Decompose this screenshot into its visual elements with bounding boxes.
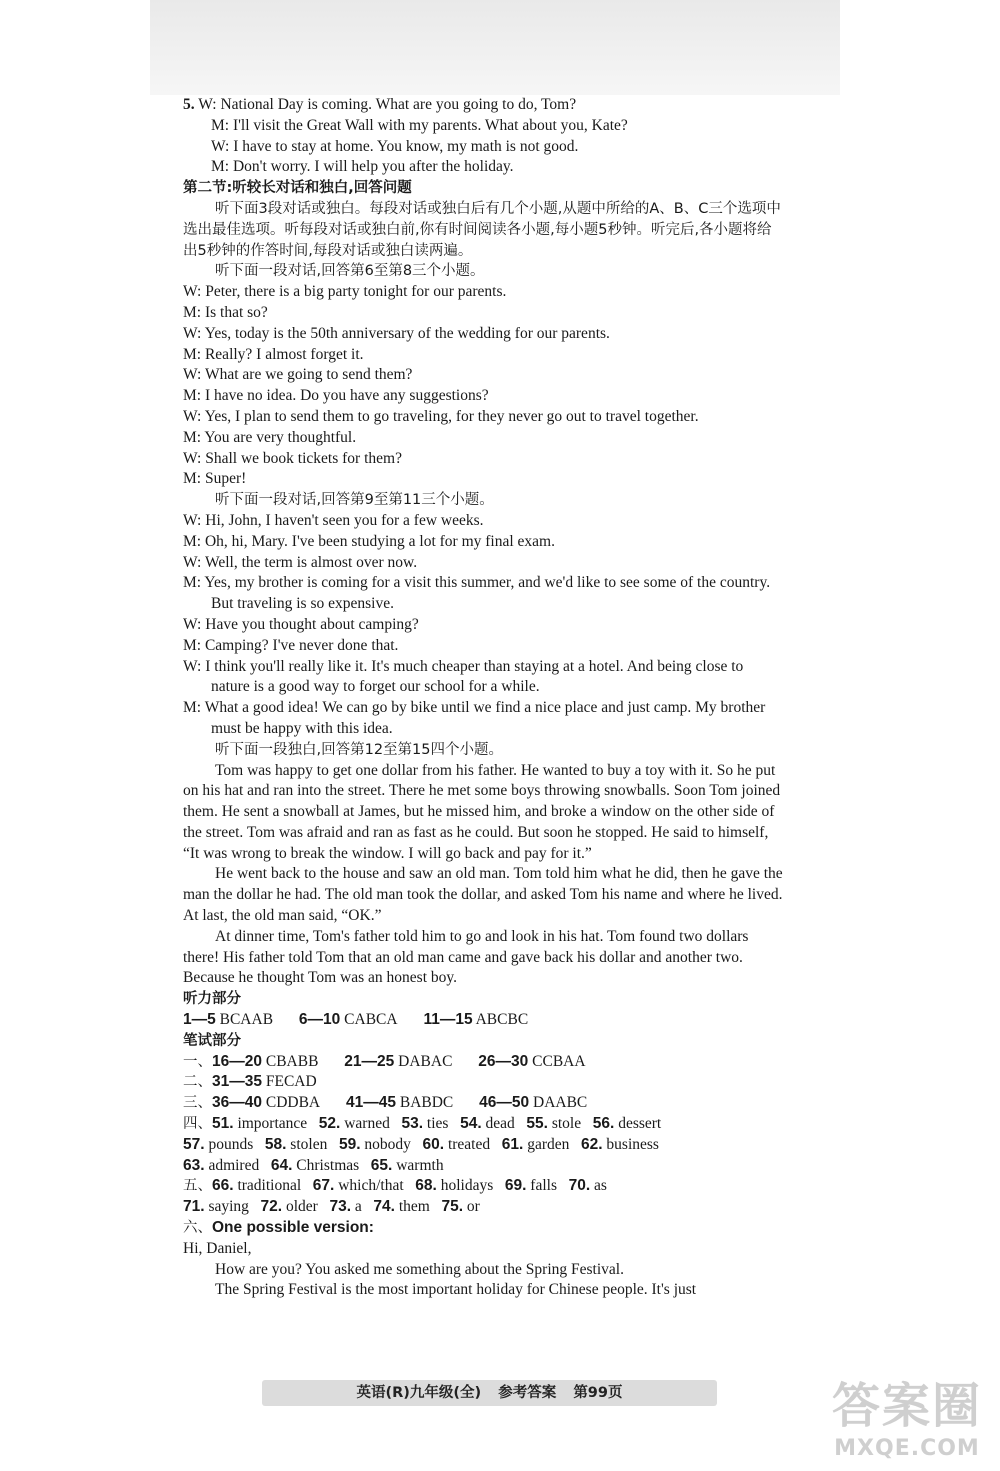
line-text: Is that so? [204,303,268,321]
item-answer: garden [527,1135,570,1153]
speaker: M: [211,116,230,134]
item-answer: saying [208,1198,249,1216]
watermark-logo-text: 答案圈 [831,1378,982,1434]
line-text: You are very thoughtful. [204,428,357,446]
dialog-2 [183,511,783,740]
letter-paragraph: How are you? You asked me something about the Spring Festival. [215,1260,624,1278]
dialog-line [183,116,783,137]
item-answer: dessert [618,1115,662,1133]
dialog-line [183,345,783,366]
line-text: Yes, I plan to send them to go traveling, for they never go out to travel together. [204,407,699,425]
item-number: 62. [580,1135,603,1153]
dialog-line [183,657,783,699]
dialog-line [183,407,783,428]
item-number: 63. [183,1156,205,1174]
item-answer: a [354,1198,362,1216]
speaker: M: [183,636,202,654]
dialog-line [183,365,783,386]
item-answer: stolen [290,1135,328,1153]
dialog-intro: 听下面一段对话,回答第9至第11三个小题。 [215,492,494,509]
answer-range: 36—40 [212,1094,262,1112]
item-answer: admired [208,1156,260,1174]
speaker: M: [211,158,230,176]
item-number: 65. [370,1156,393,1174]
answer-key: BABDC [399,1094,454,1112]
part-label: 三、 [183,1095,212,1112]
answer-key: FECAD [265,1073,317,1091]
speaker: M: [183,387,202,405]
dialog-line [183,386,783,407]
dialog-line [183,95,783,116]
item-number: 57. [183,1135,205,1153]
item-answer: warned [344,1115,390,1133]
letter-greeting: Hi, Daniel, [183,1239,252,1257]
monologue-paragraph: Tom was happy to get one dollar from his father. He wanted to buy a toy with it. So he put on his hat and ran into the street. There he met some boys throwing snowballs. Soon Tom joined them. He sent a snowball at James, but he missed him, and broke a window on the other side of the street. Tom was afraid and ran as fast as he could. But soon he stopped. He said to himself, “It was wrong to break the window. I will go back and pay for it.” [183,761,781,862]
speaker: W: [183,407,202,425]
monologue [183,761,783,990]
monologue-paragraph: He went back to the house and saw an old man. Tom told him what he did, then he gave the man the dollar he had. The old man took the dollar, and asked Tom his name and where he lived. At last, the old man said, “OK.” [183,865,783,925]
item-answer: ties [426,1115,449,1133]
speaker: W: [183,283,202,301]
dialog-line [183,573,783,615]
line-text: Peter, there is a big party tonight for our parents. [205,283,507,301]
item-answer: Christmas [296,1156,360,1174]
answer-line [183,1197,783,1218]
item-answer: older [285,1198,318,1216]
section-heading: 第二节:听较长对话和独白,回答问题 [183,180,412,197]
item-answer: pounds [208,1135,254,1153]
speaker: W: [183,615,202,633]
watermark [832,1367,982,1461]
speaker: M: [183,574,202,592]
item-number: 54. [460,1115,482,1133]
item-answer: importance [237,1115,308,1133]
line-text: National Day is coming. What are you going to do, Tom? [220,96,577,113]
item-number: 60. [422,1135,445,1153]
speaker: W: [183,511,202,529]
item-number: 58. [264,1135,287,1153]
line-text: I think you'll really like it. It's much cheaper than staying at a hotel. And being close to nature is a good way to forget our school for a while. [205,657,744,696]
dialog-line [183,636,783,657]
item-number: 68. [415,1177,437,1195]
item-answer: which/that [338,1177,404,1195]
listening-answers [183,1010,783,1031]
line-text: Have you thought about camping? [205,615,419,633]
item-answer: treated [447,1135,491,1153]
item-number: 67. [312,1177,335,1195]
part-label: 六、 [183,1220,212,1237]
item-answer: as [594,1177,607,1195]
section-instructions: 听下面3段对话或独白。每段对话或独白后有几个小题,从题中所给的A、B、C三个选项中选出最佳选项。听每段对话或独白前,你有时间阅读各小题,每小题5秒钟。听完后,各小题将给出5秒钟的作答时间,每段对话或独白读两遍。 [183,200,781,259]
part-2-answers [183,1072,783,1093]
answer-range: 31—35 [212,1073,262,1091]
dialog-line [183,324,783,345]
answer-key: BCAAB [219,1011,274,1029]
item-answer: business [606,1135,659,1153]
dialog-1 [183,282,783,490]
item-number: 69. [504,1177,527,1195]
item-number: 64. [270,1156,293,1174]
scan-shadow [150,0,840,95]
item-number: 72. [260,1198,283,1216]
item-number: 73. [329,1198,352,1216]
part-5-answers [183,1176,783,1218]
item-answer: dead [485,1115,515,1133]
dialog-intro: 听下面一段对话,回答第6至第8三个小题。 [215,263,485,280]
line-text: Don't worry. I will help you after the holiday. [232,158,514,176]
answer-line [183,1135,783,1156]
dialog-line [183,532,783,553]
item-number: 71. [183,1198,205,1216]
dialog-line [183,698,783,740]
item-answer: stole [551,1115,582,1133]
question-number: 5. [183,96,195,113]
dialog-line [183,428,783,449]
model-letter [183,1239,783,1301]
answer-key: DAABC [533,1094,588,1112]
answer-range: 46—50 [479,1094,530,1112]
item-number: 52. [318,1115,341,1133]
answer-line [183,1176,783,1197]
answer-key: DABAC [398,1052,453,1070]
item-answer: them [398,1198,430,1216]
dialog-line [183,282,783,303]
part-3-answers [183,1093,783,1114]
line-text: Yes, today is the 50th anniversary of the wedding for our parents. [204,324,610,342]
answer-key: CCBAA [532,1052,586,1070]
answer-range: 21—25 [344,1052,395,1070]
part-4-answers [183,1114,783,1176]
speaker: W: [183,553,202,571]
line-text: Shall we book tickets for them? [205,449,402,467]
line-text: Well, the term is almost over now. [204,553,418,571]
written-title: 笔试部分 [183,1032,241,1049]
item-answer: holidays [440,1177,494,1195]
item-number: 70. [568,1177,591,1195]
line-text: I have no idea. Do you have any suggestions? [204,387,489,405]
answer-key: CBABB [265,1052,319,1070]
part-label: 二、 [183,1074,212,1091]
answer-line [183,1156,783,1177]
item-number: 74. [373,1198,395,1216]
dialog-line [183,157,783,178]
line-text: What a good idea! We can go by bike until we find a nice place and just camp. My brother must be happy with this idea. [204,699,766,737]
answer-range: 1—5 [183,1011,216,1029]
line-text: Really? I almost forget it. [204,345,364,363]
answer-line [183,1114,783,1135]
dialog-line [183,615,783,636]
answer-range: 6—10 [298,1011,341,1029]
item-number: 59. [338,1135,361,1153]
page-footer [262,1380,717,1406]
speaker: W: [183,324,202,342]
part-label: 一、 [183,1053,212,1070]
answer-range: 11—15 [423,1011,473,1029]
answer-key: ABCBC [475,1011,529,1029]
speaker: W: [183,449,202,467]
footer-label: 参考答案 [498,1385,557,1401]
speaker: M: [183,532,202,550]
page-content [183,95,783,1301]
item-answer: or [466,1198,480,1216]
answer-range: 41—45 [346,1094,396,1112]
item-answer: warmth [396,1156,444,1174]
speaker: M: [183,345,202,363]
part-label: 四、 [183,1116,212,1133]
part-6-heading [183,1218,783,1239]
line-text: What are we going to send them? [204,366,413,384]
part-1-answers [183,1052,783,1073]
dialog-5 [183,95,783,178]
watermark-url: MXQE.COM [834,1436,980,1461]
speaker: M: [183,428,202,446]
page-number: 第99页 [573,1385,623,1401]
item-number: 51. [212,1115,234,1133]
item-number: 55. [526,1115,548,1133]
line-text: Yes, my brother is coming for a visit this summer, and we'd like to see some of the country. But traveling is so expensive. [204,574,771,613]
item-answer: traditional [237,1177,302,1195]
letter-paragraph: The Spring Festival is the most important holiday for Chinese people. It's just [215,1281,697,1299]
monologue-paragraph: At dinner time, Tom's father told him to go and look in his hat. Tom found two dollars there! His father told Tom that an old man came and gave back his dollar and another two. Because he thought Tom was an honest boy. [183,927,749,987]
answer-range: 16—20 [212,1052,262,1070]
item-number: 56. [592,1115,615,1133]
speaker: W: [183,657,202,675]
speaker: M: [183,699,202,717]
dialog-line [183,449,783,470]
item-answer: nobody [364,1135,411,1153]
dialog-line [183,553,783,574]
speaker: M: [183,470,202,488]
footer-subject: 英语(R)九年级(全) [356,1385,482,1401]
listening-title: 听力部分 [183,991,241,1008]
line-text: I'll visit the Great Wall with my parents. What about you, Kate? [232,116,628,134]
item-number: 61. [501,1135,524,1153]
line-text: Hi, John, I haven't seen you for a few weeks. [205,511,484,529]
answer-key: CABCA [344,1011,398,1029]
dialog-line [183,303,783,324]
line-text: I have to stay at home. You know, my math is not good. [233,137,579,155]
line-text: Oh, hi, Mary. I've been studying a lot for my final exam. [204,532,555,550]
line-text: Super! [204,470,247,488]
speaker: M: [183,303,202,321]
speaker: W: [198,96,217,113]
item-number: 53. [401,1115,424,1133]
part-6-title: One possible version: [212,1219,374,1237]
part-label: 五、 [183,1178,212,1195]
speaker: W: [183,366,202,384]
item-number: 75. [441,1198,464,1216]
dialog-line [183,511,783,532]
monologue-intro: 听下面一段独白,回答第12至第15四个小题。 [215,741,504,758]
answer-key: CDDBA [265,1094,321,1112]
dialog-line [183,137,783,158]
item-answer: falls [530,1177,557,1195]
item-number: 66. [212,1177,234,1195]
answer-range: 26—30 [478,1052,529,1070]
dialog-line [183,469,783,490]
speaker: W: [211,137,230,155]
line-text: Camping? I've never done that. [204,636,399,654]
